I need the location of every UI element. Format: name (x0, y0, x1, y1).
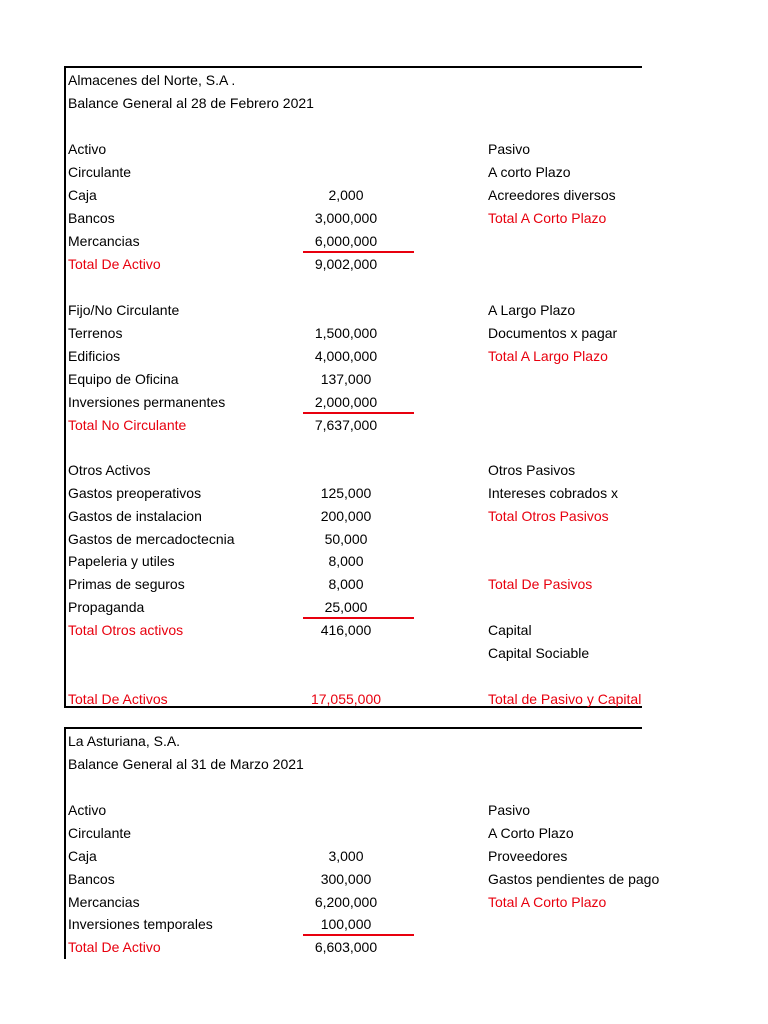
total-activo-label: Total De Activo (68, 939, 161, 955)
inversiones-temp-label: Inversiones temporales (68, 916, 213, 932)
balance-sheet-asturiana (64, 727, 660, 959)
company-name: La Asturiana, S.A. (68, 733, 181, 749)
inversiones-label: Inversiones permanentes (68, 394, 226, 410)
capital-header: Capital (488, 622, 532, 638)
proveedores-label: Proveedores (488, 848, 568, 864)
equipo-label: Equipo de Oficina (68, 371, 179, 387)
activo-header: Activo (68, 141, 107, 157)
gastos-inst-label: Gastos de instalacion (68, 508, 202, 524)
circulante-header: Circulante (68, 164, 132, 180)
total-activos-value: 17,055,000 (310, 691, 382, 707)
intereses-label: Intereses cobrados x (488, 485, 618, 501)
activo-header: Activo (68, 802, 107, 818)
corto-plazo-header: A Corto Plazo (488, 825, 574, 841)
corto-plazo-header: A corto Plazo (488, 164, 571, 180)
bancos-label: Bancos (68, 210, 115, 226)
gastos-pendientes-label: Gastos pendientes de pago (488, 871, 660, 887)
total-corto-plazo-label: Total A Corto Plazo (488, 894, 607, 910)
propaganda-value: 25,000 (324, 599, 368, 615)
caja-label: Caja (68, 187, 97, 203)
total-pasivo-capital-label: Total de Pasivo y Capital (488, 691, 642, 707)
gastos-preop-label: Gastos preoperativos (68, 485, 202, 501)
terrenos-value: 1,500,000 (314, 325, 378, 341)
mercancias-label: Mercancias (68, 894, 140, 910)
mercancias-value: 6,000,000 (314, 233, 378, 249)
equipo-value: 137,000 (320, 371, 372, 387)
balance-sheet-almacenes (64, 66, 642, 708)
total-activos-label: Total De Activos (68, 691, 168, 707)
circulante-header: Circulante (68, 825, 132, 841)
gastos-merc-label: Gastos de mercadoctecnia (68, 531, 235, 547)
capital-social-label: Capital Sociable (488, 645, 590, 661)
papeleria-label: Papeleria y utiles (68, 553, 175, 569)
total-no-circulante-value: 7,637,000 (314, 417, 378, 433)
mercancias-label: Mercancias (68, 233, 140, 249)
total-otros-activos-value: 416,000 (320, 622, 372, 638)
bancos-value: 300,000 (320, 871, 372, 887)
bancos-value: 3,000,000 (314, 210, 378, 226)
sheet-title: Balance General al 28 de Febrero 2021 (68, 95, 314, 111)
gastos-merc-value: 50,000 (324, 531, 368, 547)
caja-value: 2,000 (328, 187, 364, 203)
otros-activos-header: Otros Activos (68, 462, 151, 478)
company-name: Almacenes del Norte, S.A . (68, 72, 236, 88)
total-activo-value: 9,002,000 (314, 256, 378, 272)
sheet-title: Balance General al 31 de Marzo 2021 (68, 756, 304, 772)
terrenos-label: Terrenos (68, 325, 123, 341)
pasivo-header: Pasivo (488, 141, 531, 157)
fijo-header: Fijo/No Circulante (68, 302, 180, 318)
total-corto-plazo-label: Total A Corto Plazo (488, 210, 607, 226)
inversiones-value: 2,000,000 (314, 394, 378, 410)
total-activo-value: 6,603,000 (314, 939, 378, 955)
gastos-preop-value: 125,000 (320, 485, 372, 501)
papeleria-value: 8,000 (328, 553, 364, 569)
documentos-label: Documentos x pagar (488, 325, 618, 341)
acreedores-label: Acreedores diversos (488, 187, 616, 203)
edificios-value: 4,000,000 (314, 348, 378, 364)
total-otros-pasivos-label: Total Otros Pasivos (488, 508, 609, 524)
total-largo-plazo-label: Total A Largo Plazo (488, 348, 608, 364)
total-activo-label: Total De Activo (68, 256, 161, 272)
propaganda-label: Propaganda (68, 599, 145, 615)
caja-value: 3,000 (328, 848, 364, 864)
total-no-circulante-label: Total No Circulante (68, 417, 187, 433)
bancos-label: Bancos (68, 871, 115, 887)
gastos-inst-value: 200,000 (320, 508, 372, 524)
total-otros-activos-label: Total Otros activos (68, 622, 184, 638)
caja-label: Caja (68, 848, 97, 864)
inversiones-temp-value: 100,000 (320, 916, 372, 932)
primas-label: Primas de seguros (68, 576, 185, 592)
otros-pasivos-header: Otros Pasivos (488, 462, 576, 478)
total-pasivos-label: Total De Pasivos (488, 576, 593, 592)
pasivo-header: Pasivo (488, 802, 531, 818)
mercancias-value: 6,200,000 (314, 894, 378, 910)
largo-plazo-header: A Largo Plazo (488, 302, 576, 318)
primas-value: 8,000 (328, 576, 364, 592)
edificios-label: Edificios (68, 348, 121, 364)
